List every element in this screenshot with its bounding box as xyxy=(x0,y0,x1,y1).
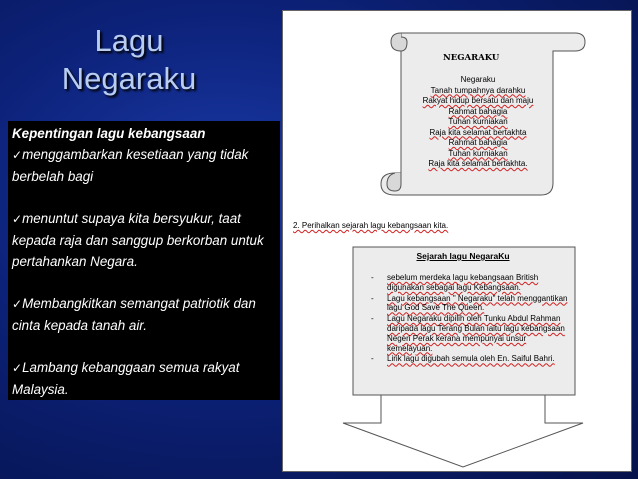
slide-title xyxy=(0,22,258,98)
lyric-line: Tuhan kurniakan xyxy=(448,117,508,126)
question-text: 2. Perihalkan sejarah lagu kebangsaan kita. xyxy=(293,221,449,230)
point-text: Lambang kebanggaan semua rakyat Malaysia. xyxy=(12,360,240,397)
history-text: sebelum merdeka lagu kebangsaan British digunakan sebagai lagu Kebangsaan. xyxy=(387,273,539,292)
history-list xyxy=(369,273,569,365)
checkmark-icon: ✓ xyxy=(12,297,23,311)
lyric-line: Rahmat bahagia xyxy=(448,106,508,116)
importance-point xyxy=(12,357,276,400)
point-text: menuntut supaya kita bersyukur, taat kepada raja dan sanggup berkorban untuk pertahankan Negara. xyxy=(12,211,264,269)
scroll-title: NEGARAKU xyxy=(443,53,500,63)
title-line-1: Lagu xyxy=(94,23,164,58)
lyric-line: Negaraku xyxy=(460,75,496,84)
importance-point xyxy=(12,293,276,336)
lyric-line: Rakyat hidup bersatu dan maju xyxy=(422,96,534,105)
lyric-line: Tuhan kurniakan xyxy=(448,148,508,158)
lyric-line: Tanah tumpahnya darahku xyxy=(430,85,526,95)
importance-heading: Kepentingan lagu kebangsaan xyxy=(12,126,206,141)
anthem-lyrics xyxy=(403,75,553,170)
point-text: menggambarkan kesetiaan yang tidak berbelah bagi xyxy=(12,147,249,184)
history-item xyxy=(369,314,569,353)
history-item xyxy=(369,354,569,364)
checkmark-icon: ✓ xyxy=(12,361,23,375)
checkmark-icon: ✓ xyxy=(12,212,23,226)
point-text: Membangkitkan semangat patriotik dan cinta kepada tanah air. xyxy=(12,296,256,333)
history-text: Lagu Negaraku dipilih oleh Tunku Abdul Rahman daripada lagu Terang Bulan iaitu lagu kebangsaan Negeri Perak kerana mempunyai unsur kemelayuan. xyxy=(387,314,565,353)
worksheet-document xyxy=(282,10,632,472)
importance-point xyxy=(12,208,276,272)
importance-panel xyxy=(8,121,280,400)
question-2 xyxy=(293,221,448,230)
down-arrow-shape xyxy=(343,395,583,467)
history-item xyxy=(369,273,569,293)
importance-point xyxy=(12,144,276,187)
history-text: Lagu kebangsaan " Negaraku" telah menggantikan lagu God Save The Queen. xyxy=(387,293,568,313)
history-item xyxy=(369,294,569,314)
history-title: Sejarah lagu NegaraKu xyxy=(416,251,510,261)
lyric-line: Raja kita selamat bertakhta xyxy=(429,127,527,137)
history-text: Lirik lagu digubah semula oleh En. Saiful Bahri. xyxy=(387,354,555,364)
lyric-line: Raja kita selamat bertakhta. xyxy=(428,159,528,168)
lyric-line: Rahmat bahagia xyxy=(448,138,508,147)
title-line-2: Negaraku xyxy=(61,61,197,96)
checkmark-icon: ✓ xyxy=(12,148,23,162)
